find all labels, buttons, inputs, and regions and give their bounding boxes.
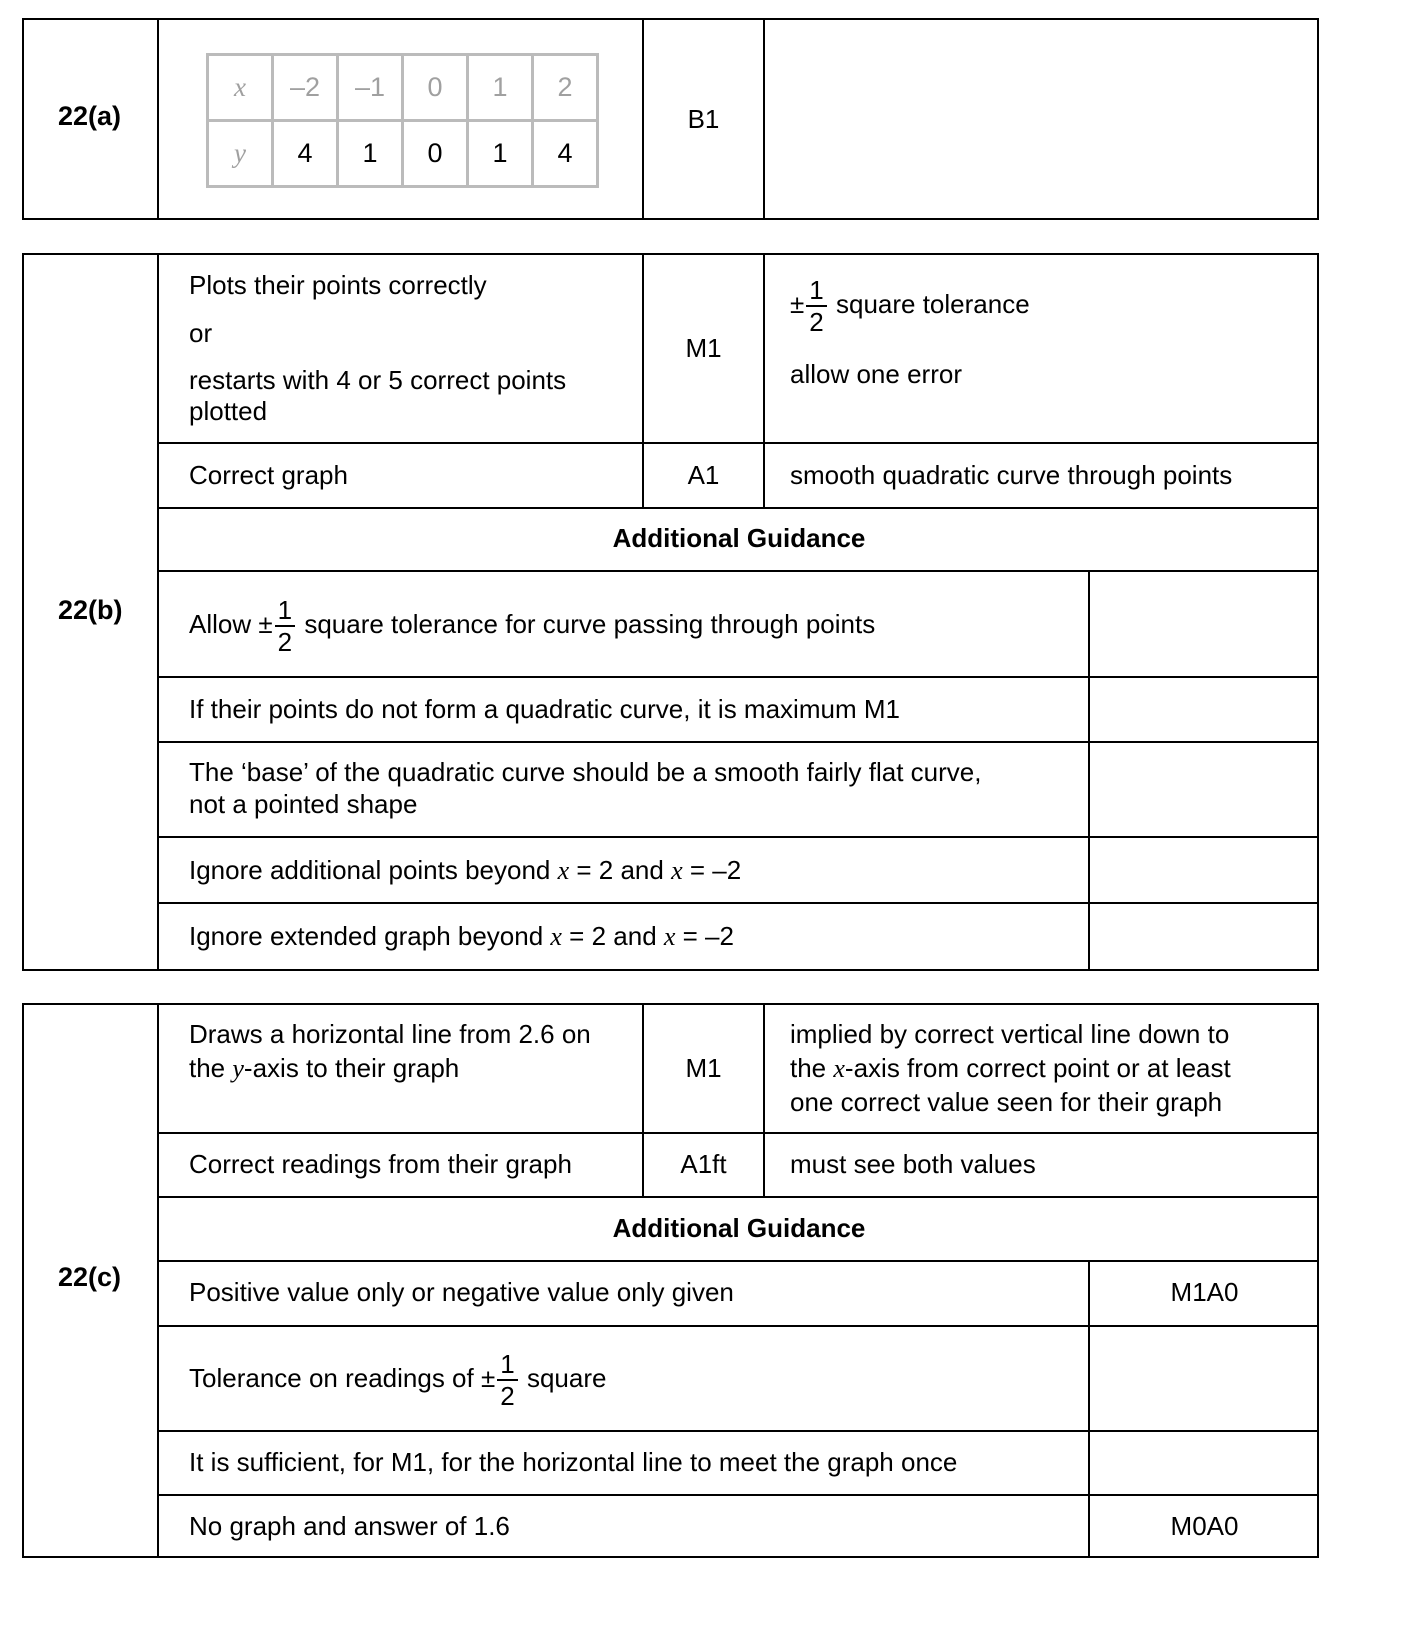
q22a-value-table bbox=[206, 53, 599, 188]
x-value: –2 bbox=[273, 55, 338, 121]
q22b-answer-line: or bbox=[189, 318, 213, 348]
q22b-guidance-item: The ‘base’ of the quadratic curve should be a smooth fairly flat curve, bbox=[189, 757, 982, 787]
q22c-comment-line: implied by correct vertical line down to bbox=[790, 1019, 1230, 1049]
q22b-label: 22(b) bbox=[58, 595, 123, 625]
q22c-row-line bbox=[157, 1196, 1319, 1198]
q22b-row-line bbox=[157, 741, 1319, 743]
y-value: 4 bbox=[533, 121, 598, 187]
q22b-answer-line: restarts with 4 or 5 correct points bbox=[189, 365, 567, 395]
half-fraction: $\frac{1}{2}$ bbox=[806, 277, 826, 335]
q22b-guidance-item: Ignore additional points beyond x = 2 and x = –2 bbox=[189, 855, 742, 885]
y-value: 1 bbox=[468, 121, 533, 187]
q22c-mark: A1ft bbox=[680, 1149, 727, 1179]
q22b-guidance-item: Allow ± $\frac{1}{2}$ square tolerance for curve passing through points bbox=[189, 595, 876, 658]
q22c-answer: Correct readings from their graph bbox=[189, 1149, 572, 1179]
q22c-guidance-mark: M0A0 bbox=[1170, 1511, 1239, 1541]
x-header: x bbox=[208, 55, 273, 121]
q22b-guidance-item: not a pointed shape bbox=[189, 789, 418, 819]
q22c-row-line bbox=[157, 1132, 1319, 1134]
tolerance-text: square tolerance bbox=[835, 289, 1030, 319]
q22b-guidance-item: If their points do not form a quadratic curve, it is maximum M1 bbox=[189, 694, 900, 724]
q22c-row-line bbox=[157, 1325, 1319, 1327]
q22b-mark: M1 bbox=[685, 333, 722, 363]
q22b-comment-divider bbox=[763, 253, 765, 509]
q22c-comment-line: one correct value seen for their graph bbox=[790, 1087, 1223, 1117]
q22c-answer-line: Draws a horizontal line from 2.6 on bbox=[189, 1019, 591, 1049]
q22b-label-divider bbox=[157, 253, 159, 971]
y-value: 4 bbox=[273, 121, 338, 187]
q22c-answer-line: the y-axis to their graph bbox=[189, 1053, 460, 1083]
q22c-row-line bbox=[157, 1494, 1319, 1496]
q22c-guidance-item: Tolerance on readings of ± $\frac{1}{2}$ square bbox=[189, 1349, 607, 1412]
q22c-label-divider bbox=[157, 1003, 159, 1558]
q22c-guidance-item: No graph and answer of 1.6 bbox=[189, 1511, 510, 1541]
q22b-answer-line: plotted bbox=[189, 396, 268, 426]
q22b-row-line bbox=[157, 902, 1319, 904]
y-value: 0 bbox=[403, 121, 468, 187]
y-header: y bbox=[208, 121, 273, 187]
q22b-row-line bbox=[157, 570, 1319, 572]
q22c-comment-divider bbox=[763, 1003, 765, 1198]
q22c-comment: must see both values bbox=[790, 1149, 1036, 1179]
q22c-comment-line: the x-axis from correct point or at least bbox=[790, 1053, 1231, 1083]
q22b-row-line bbox=[157, 507, 1319, 509]
half-fraction: $\frac{1}{2}$ bbox=[497, 1351, 517, 1409]
q22c-mark: M1 bbox=[685, 1053, 722, 1083]
q22b-guidance-divider bbox=[1088, 571, 1090, 971]
q22b-mark: A1 bbox=[687, 460, 720, 490]
q22a-label: 22(a) bbox=[58, 101, 122, 131]
y-row bbox=[208, 121, 598, 187]
half-fraction: $\frac{1}{2}$ bbox=[275, 597, 295, 655]
q22c-guidance-item: Positive value only or negative value only given bbox=[189, 1277, 734, 1307]
plus-minus: ± bbox=[790, 289, 805, 319]
q22b-comment: smooth quadratic curve through points bbox=[790, 460, 1233, 490]
q22c-label: 22(c) bbox=[58, 1262, 122, 1292]
q22b-answer: Correct graph bbox=[189, 460, 348, 490]
q22b-row-line bbox=[157, 676, 1319, 678]
x-value: 1 bbox=[468, 55, 533, 121]
q22b-comment-line2: allow one error bbox=[790, 359, 962, 389]
q22b-answer-line: Plots their points correctly bbox=[189, 270, 487, 300]
q22b-guidance-item: Ignore extended graph beyond x = 2 and x = –2 bbox=[189, 921, 734, 951]
q22b-guidance-heading: Additional Guidance bbox=[612, 523, 866, 553]
q22b-row-line bbox=[157, 836, 1319, 838]
x-value: 0 bbox=[403, 55, 468, 121]
q22b-comment-tolerance bbox=[790, 274, 1030, 338]
y-value: 1 bbox=[338, 121, 403, 187]
q22c-guidance-item: It is sufficient, for M1, for the horizontal line to meet the graph once bbox=[189, 1447, 958, 1477]
q22a-divider-3 bbox=[763, 18, 765, 220]
q22c-guidance-heading: Additional Guidance bbox=[612, 1213, 866, 1243]
q22a-divider-1 bbox=[157, 18, 159, 220]
q22c-row-line bbox=[157, 1260, 1319, 1262]
x-value: –1 bbox=[338, 55, 403, 121]
q22b-row-line bbox=[157, 442, 1319, 444]
q22a-mark: B1 bbox=[687, 104, 720, 134]
x-row bbox=[208, 55, 598, 121]
q22c-guidance-mark: M1A0 bbox=[1170, 1277, 1239, 1307]
x-value: 2 bbox=[533, 55, 598, 121]
q22c-row-line bbox=[157, 1430, 1319, 1432]
